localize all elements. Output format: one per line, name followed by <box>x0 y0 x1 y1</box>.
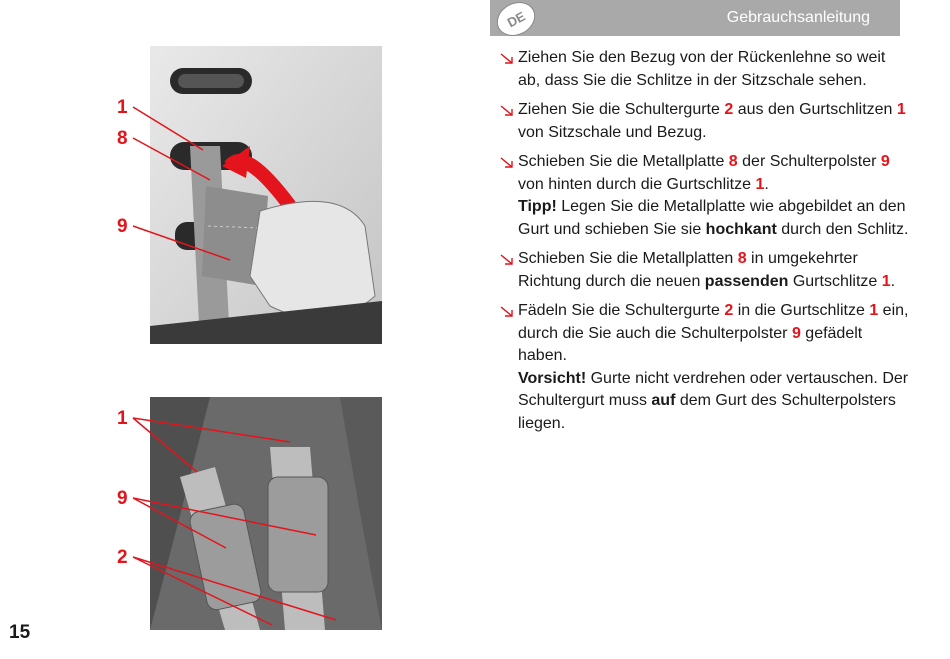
language-code: DE <box>504 8 528 30</box>
arrow-bullet-icon <box>500 105 514 117</box>
callout-9-fig1: 9 <box>117 216 128 237</box>
photo-1-illustration <box>150 46 382 344</box>
arrow-bullet-icon <box>500 53 514 65</box>
step-text: von hinten durch die Gurtschlitze <box>518 175 756 193</box>
reference-number: 1 <box>755 175 765 193</box>
emphasis-text: Vorsicht! <box>518 369 587 387</box>
photo-2-illustration <box>150 397 382 630</box>
emphasis-text: auf <box>651 392 676 409</box>
header-bar <box>490 0 900 36</box>
photo-metal-plate-insertion <box>150 46 382 344</box>
instruction-step <box>500 99 910 144</box>
step-text: . <box>890 272 896 290</box>
callout-8-fig1: 8 <box>117 128 128 149</box>
instruction-list <box>500 47 910 442</box>
step-text: Gurte nicht verdrehen oder vertauschen. Der Schultergurt muss <box>518 369 909 409</box>
reference-number: 2 <box>724 302 734 319</box>
step-text: in die Gurtschlitze <box>733 302 870 319</box>
reference-number: 2 <box>724 101 734 118</box>
step-text: Ziehen Sie die Schultergurte <box>518 101 725 118</box>
instruction-step <box>500 47 910 92</box>
step-text: Ziehen Sie den Bezug von der Rückenlehne so weit ab, dass Sie die Schlitze in der Sitzschale sehen. <box>518 49 886 89</box>
step-text: gefädelt haben. <box>518 324 863 364</box>
step-text: der Schulterpolster <box>737 153 881 170</box>
header-title: Gebrauchsanleitung <box>726 9 870 26</box>
step-text: ein, durch die Sie auch die Schulterpolster <box>518 302 909 342</box>
emphasis-text: passenden <box>704 272 789 290</box>
callout-9-fig2: 9 <box>117 488 128 509</box>
emphasis-text: Tipp! <box>518 198 557 215</box>
reference-number: 1 <box>881 272 891 290</box>
reference-number: 8 <box>728 153 738 170</box>
step-text: Fädeln Sie die Schultergurte <box>518 302 725 319</box>
step-text: Gurtschlitze <box>788 272 882 290</box>
step-text: Schieben Sie die Metallplatten <box>518 250 738 267</box>
reference-number: 1 <box>869 302 879 319</box>
instruction-step <box>500 151 910 241</box>
instruction-step <box>500 300 910 435</box>
step-text: dem Gurt des Schulterpolsters liegen. <box>518 392 896 432</box>
arrow-bullet-icon <box>500 157 514 169</box>
callout-2-fig2: 2 <box>117 547 128 568</box>
page-number: 15 <box>9 622 31 643</box>
step-text: in umgekehrter Richtung durch die neuen <box>518 250 858 290</box>
reference-number: 1 <box>896 101 906 118</box>
callout-1-fig1: 1 <box>117 97 128 118</box>
step-text: aus den Gurtschlitzen <box>733 101 897 118</box>
photo-shoulder-pads <box>150 397 382 630</box>
emphasis-text: hochkant <box>705 220 777 238</box>
step-text: Schieben Sie die Metallplatte <box>518 153 729 170</box>
reference-number: 8 <box>737 250 747 267</box>
step-text: . <box>764 175 769 193</box>
arrow-bullet-icon <box>500 306 514 318</box>
arrow-bullet-icon <box>500 254 514 266</box>
reference-number: 9 <box>880 153 890 170</box>
callout-1-fig2: 1 <box>117 408 128 429</box>
instruction-step <box>500 248 910 293</box>
step-text: durch den Schlitz. <box>776 220 909 238</box>
step-text: Legen Sie die Metallplatte wie abgebildet an den Gurt und schieben Sie sie <box>518 198 906 238</box>
step-text: von Sitzschale und Bezug. <box>518 123 707 141</box>
reference-number: 9 <box>791 324 801 342</box>
